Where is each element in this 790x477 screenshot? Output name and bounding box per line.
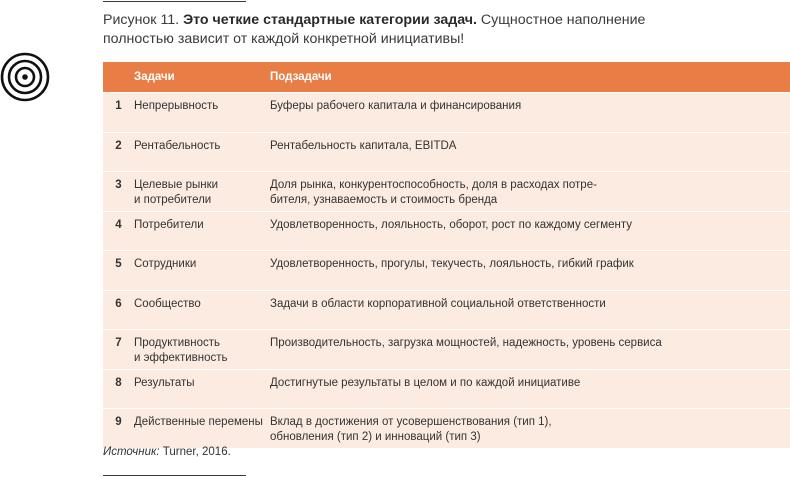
- table-row: [103, 330, 790, 370]
- subtask-cell: Доля рынка, конкурентоспособность, доля в расходах потре- бителя, узнаваемость и стоимость бренда: [270, 172, 790, 212]
- task-cell: Действенные перемены: [134, 409, 270, 448]
- table-row: [103, 251, 790, 291]
- table-row: [103, 172, 790, 212]
- task-cell: Целевые рынки и потребители: [134, 172, 270, 212]
- subtask-cell: Производительность, загрузка мощностей, надежность, уровень сервиса: [270, 330, 790, 370]
- table-header-row: [103, 62, 790, 93]
- source-text: Turner, 2016.: [159, 446, 231, 458]
- source-label: Источник:: [103, 446, 160, 458]
- row-number: 8: [103, 369, 134, 409]
- task-cell: Непрерывность: [134, 93, 270, 133]
- tasks-table: [103, 62, 790, 448]
- header-tasks: Задачи: [134, 62, 270, 93]
- row-number: 7: [103, 330, 134, 370]
- caption-bold: Это четкие стандартные категории задач.: [183, 12, 477, 28]
- caption-prefix: Рисунок 11.: [103, 12, 184, 28]
- row-number: 2: [103, 132, 134, 172]
- task-cell: Потребители: [134, 211, 270, 251]
- figure-caption: [103, 11, 663, 49]
- row-number: 3: [103, 172, 134, 212]
- header-num: [103, 62, 134, 93]
- source-note: [103, 446, 231, 458]
- caption-rest: Сущностное наполнение полностью зависит от каждой конкретной инициативы!: [103, 12, 646, 47]
- top-rule: [103, 1, 246, 2]
- table-row: [103, 211, 790, 251]
- subtask-cell: Буферы рабочего капитала и финансирования: [270, 93, 790, 133]
- row-number: 1: [103, 93, 134, 133]
- bottom-rule: [103, 475, 246, 476]
- row-number: 4: [103, 211, 134, 251]
- subtask-cell: Удовлетворенность, лояльность, оборот, рост по каждому сегменту: [270, 211, 790, 251]
- subtask-cell: Достигнутые результаты в целом и по каждой инициативе: [270, 369, 790, 409]
- table-row: [103, 290, 790, 330]
- table-row: [103, 369, 790, 409]
- row-number: 6: [103, 290, 134, 330]
- table-row: [103, 409, 790, 448]
- task-cell: Сотрудники: [134, 251, 270, 291]
- row-number: 9: [103, 409, 134, 448]
- task-cell: Рентабельность: [134, 132, 270, 172]
- table-row: [103, 132, 790, 172]
- concentric-circles-icon: [0, 52, 50, 102]
- subtask-cell: Задачи в области корпоративной социальной ответственности: [270, 290, 790, 330]
- table-row: [103, 93, 790, 133]
- task-cell: Результаты: [134, 369, 270, 409]
- task-cell: Продуктивность и эффективность: [134, 330, 270, 370]
- row-number: 5: [103, 251, 134, 291]
- subtask-cell: Удовлетворенность, прогулы, текучесть, лояльность, гибкий график: [270, 251, 790, 291]
- header-subtasks: Подзадачи: [270, 62, 790, 93]
- subtask-cell: Рентабельность капитала, EBITDA: [270, 132, 790, 172]
- subtask-cell: Вклад в достижения от усовершенствования (тип 1), обновления (тип 2) и инноваций (тип 3): [270, 409, 790, 448]
- table-body: [103, 93, 790, 448]
- task-cell: Сообщество: [134, 290, 270, 330]
